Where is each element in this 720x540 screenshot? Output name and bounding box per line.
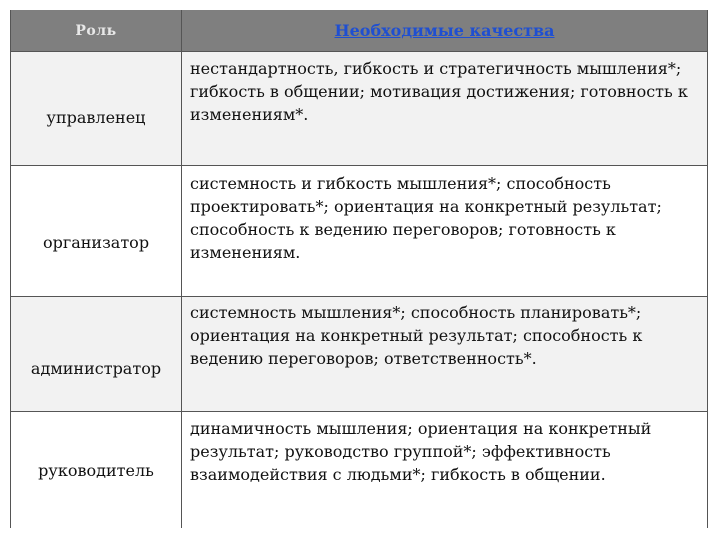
table-row: [11, 166, 707, 297]
role-cell: управленец: [11, 52, 182, 165]
roles-table: [10, 10, 708, 528]
table-row: [11, 297, 707, 412]
header-qualities-link[interactable]: Необходимые качества: [334, 21, 555, 40]
table-header-row: [11, 10, 707, 52]
role-cell: организатор: [11, 166, 182, 296]
qualities-cell: динамичность мышления; ориентация на конкретный результат; руководство группой*; эффективность взаимодействия с людьми*; гибкость в общении.: [190, 419, 652, 484]
qualities-cell: системность мышления*; способность планировать*; ориентация на конкретный результат; способность к ведению переговоров; ответственность*.: [190, 303, 643, 368]
qualities-cell: системность и гибкость мышления*; способность проектировать*; ориентация на конкретный результат; способность к ведению переговоров; готовность к изменениям.: [190, 174, 662, 262]
header-role: Роль: [11, 10, 182, 51]
qualities-cell: нестандартность, гибкость и стратегичность мышления*; гибкость в общении; мотивация достижения; готовность к изменениям*.: [190, 59, 688, 124]
table-row: [11, 52, 707, 166]
table-row: [11, 412, 707, 528]
role-cell: администратор: [11, 297, 182, 411]
role-cell: руководитель: [11, 412, 182, 528]
